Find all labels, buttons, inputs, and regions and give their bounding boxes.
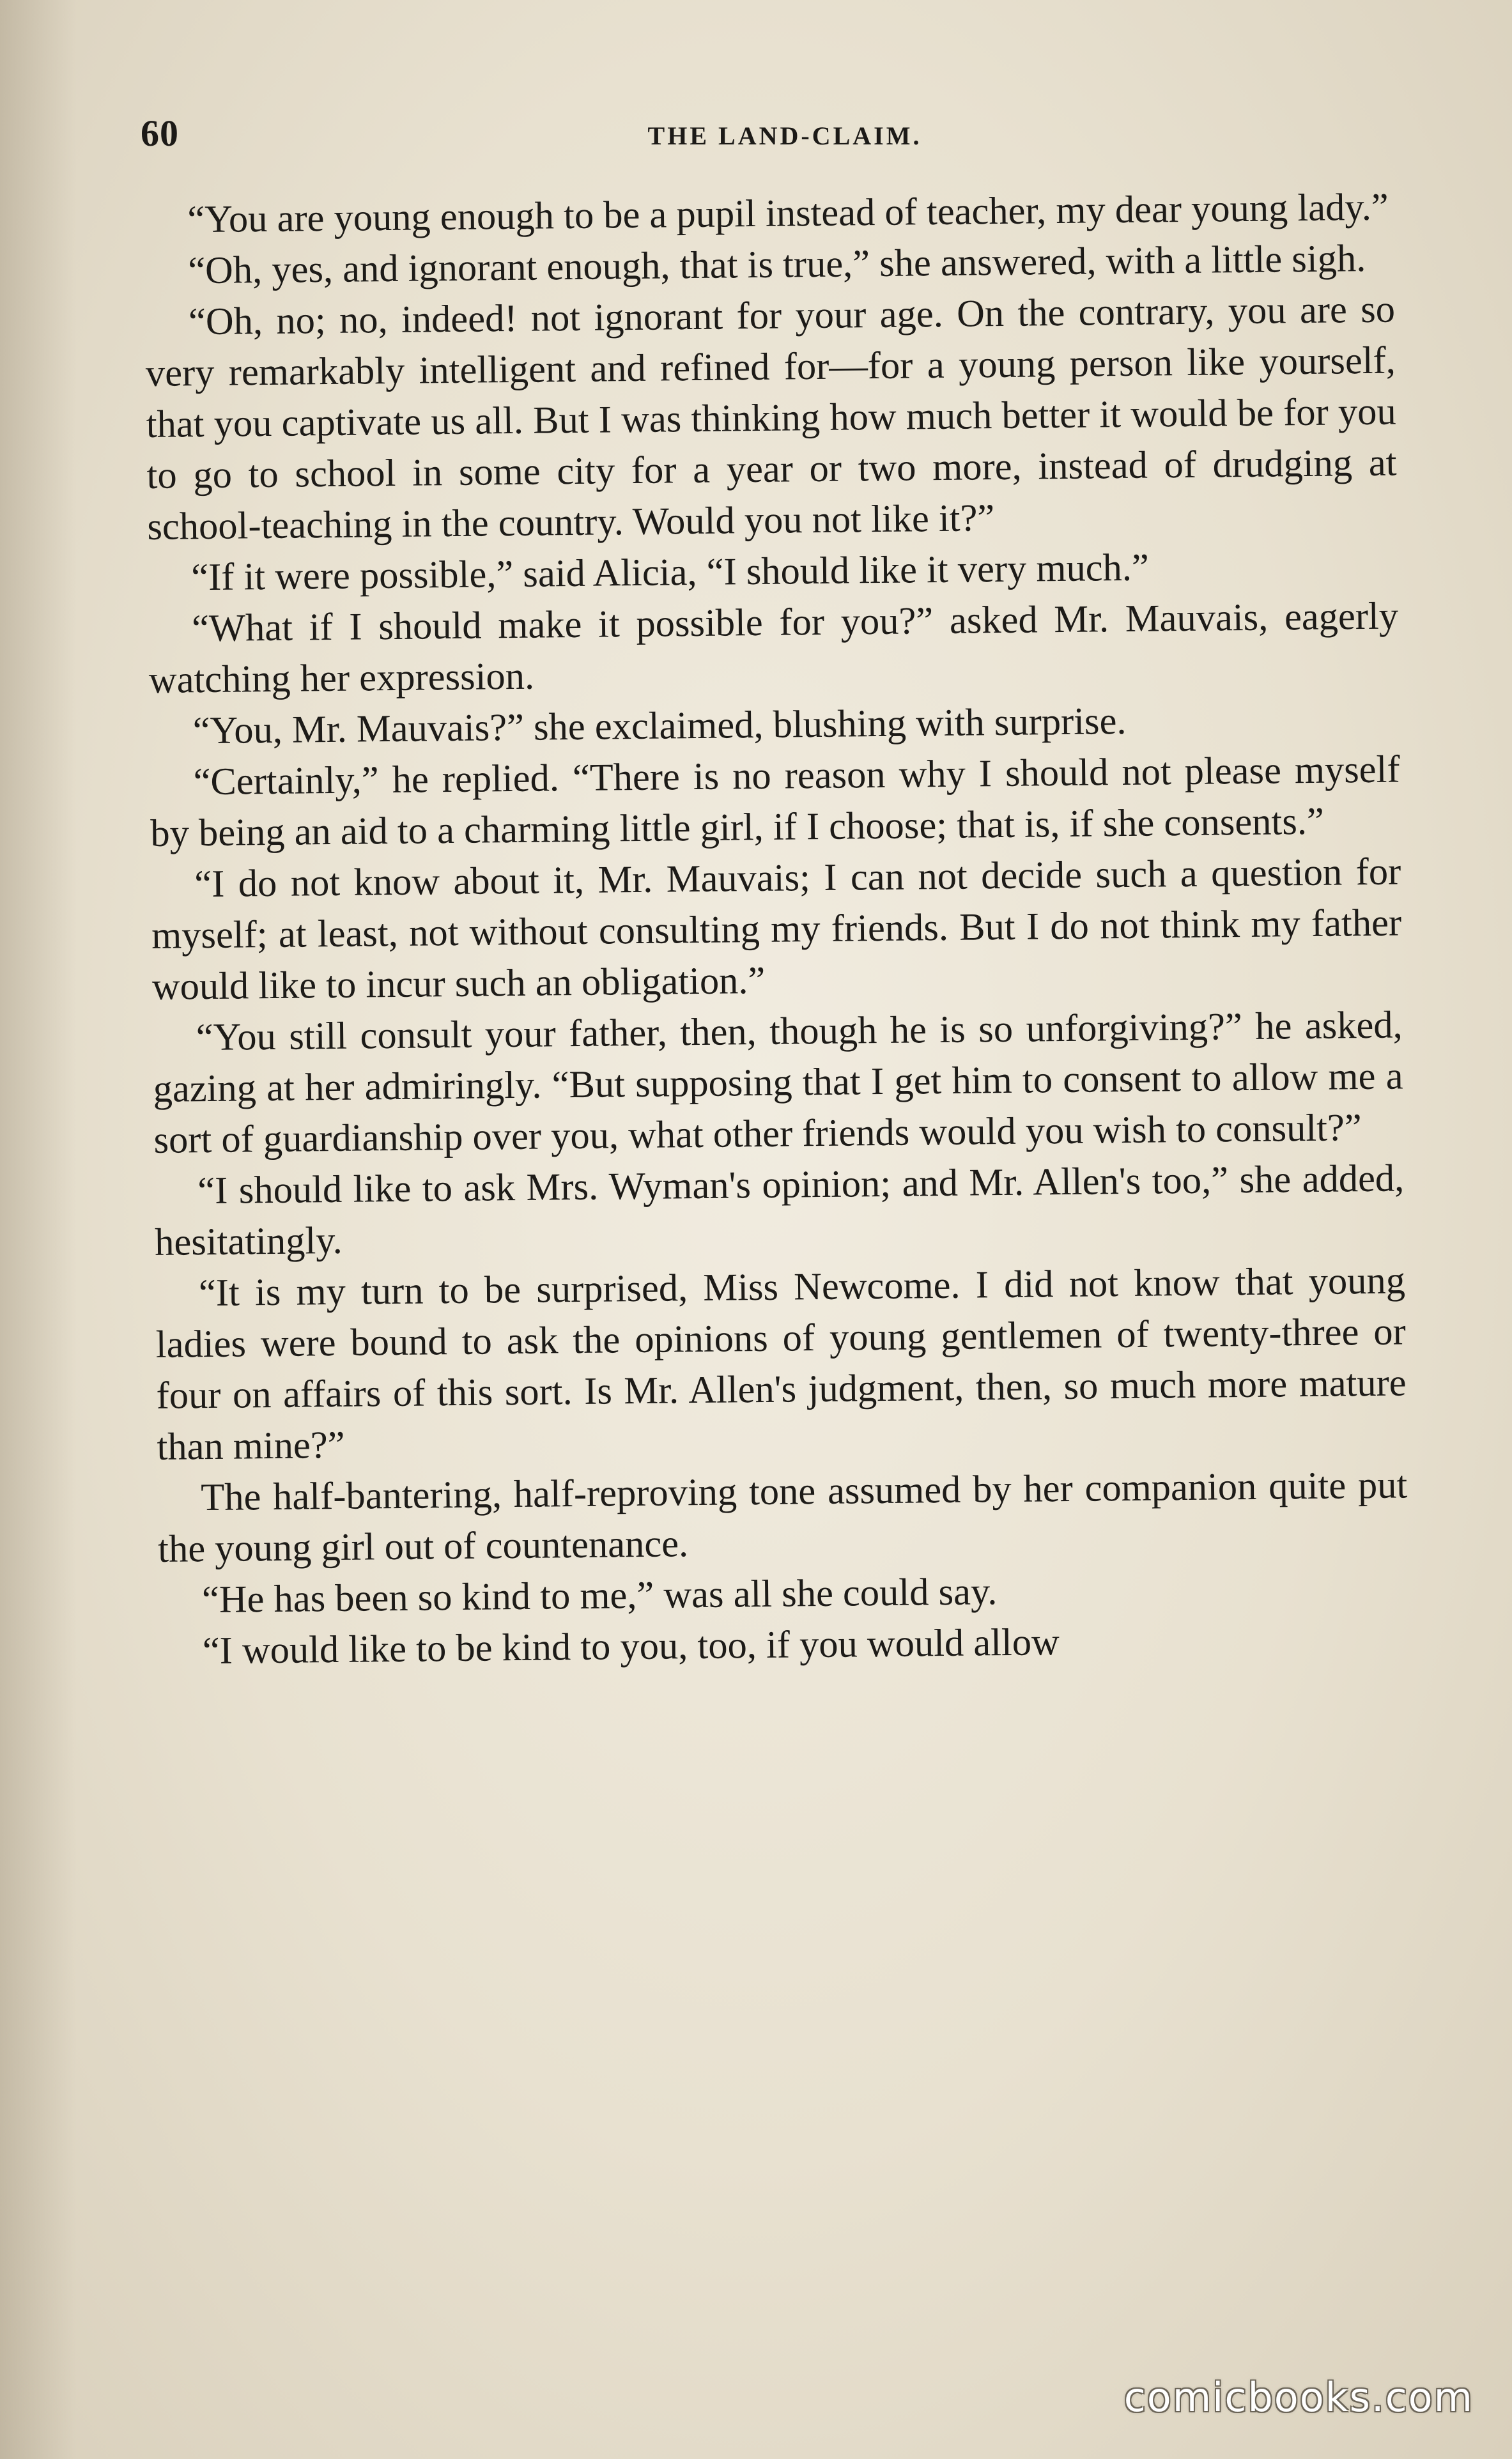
paragraph: “You, Mr. Mauvais?” she exclaimed, blushing with surprise. [192, 699, 1127, 753]
paragraph: “I would like to be kind to you, too, if you would allow [202, 1621, 1060, 1673]
paragraph: “Oh, no; no, indeed! not ignorant for your age. On the contrary, you are so very remarkably intelligent and refined for—for a young person like yourself, that you captivate us all. But I was thinking how much better it would be for you to go to school in some city for a year or two more, instead of drudging at school-teaching in the country. Would you not like it?” [145, 288, 1397, 548]
paragraph: “He has been so kind to me,” was all she could say. [201, 1570, 998, 1622]
paragraph: “I do not know about it, Mr. Mauvais; I can not decide such a question for myself; at least, not without consulting my friends. But I do not think my father would like to incur such an obligation.” [151, 850, 1402, 1008]
paragraph: “You still consult your father, then, though he is so unforgiving?” he asked, gazing at her admiringly. “But supposing that I get him to consent to allow me a sort of guardianship over you, what other friends would you wish to consult?” [153, 1003, 1403, 1162]
page-number: 60 [141, 112, 179, 154]
page-header [141, 112, 1391, 163]
running-head: THE LAND-CLAIM. [647, 121, 922, 150]
page-gutter-shadow [0, 0, 77, 2459]
paragraph: “You are young enough to be a pupil instead of teacher, my dear young lady.” [187, 185, 1389, 242]
paragraph: “Certainly,” he replied. “There is no reason why I should not please myself by being an aid to a charming little girl, if I choose; that is, if she consents.” [150, 748, 1400, 855]
site-watermark: comicbooks.com [1123, 2374, 1474, 2421]
paragraph: “Oh, yes, and ignorant enough, that is true,” she answered, with a little sigh. [187, 236, 1366, 293]
paragraph: “It is my turn to be surprised, Miss Newcome. I did not know that young ladies were bound to ask the opinions of young gentlemen of twenty-three or four on affairs of this sort. Is Mr. Allen's judgment, then, so much more mature than mine?” [155, 1259, 1407, 1468]
paragraph: “If it were possible,” said Alicia, “I should like it very much.” [190, 546, 1150, 599]
paragraph: “I should like to ask Mrs. Wyman's opinion; and Mr. Allen's too,” she added, hesitatingly. [154, 1157, 1405, 1264]
body-text [144, 182, 1409, 1677]
paragraph: The half-bantering, half-reproving tone assumed by her companion quite put the young girl out of countenance. [157, 1463, 1408, 1571]
paragraph: “What if I should make it possible for you?” asked Mr. Mauvais, eagerly watching her expression. [148, 594, 1399, 702]
